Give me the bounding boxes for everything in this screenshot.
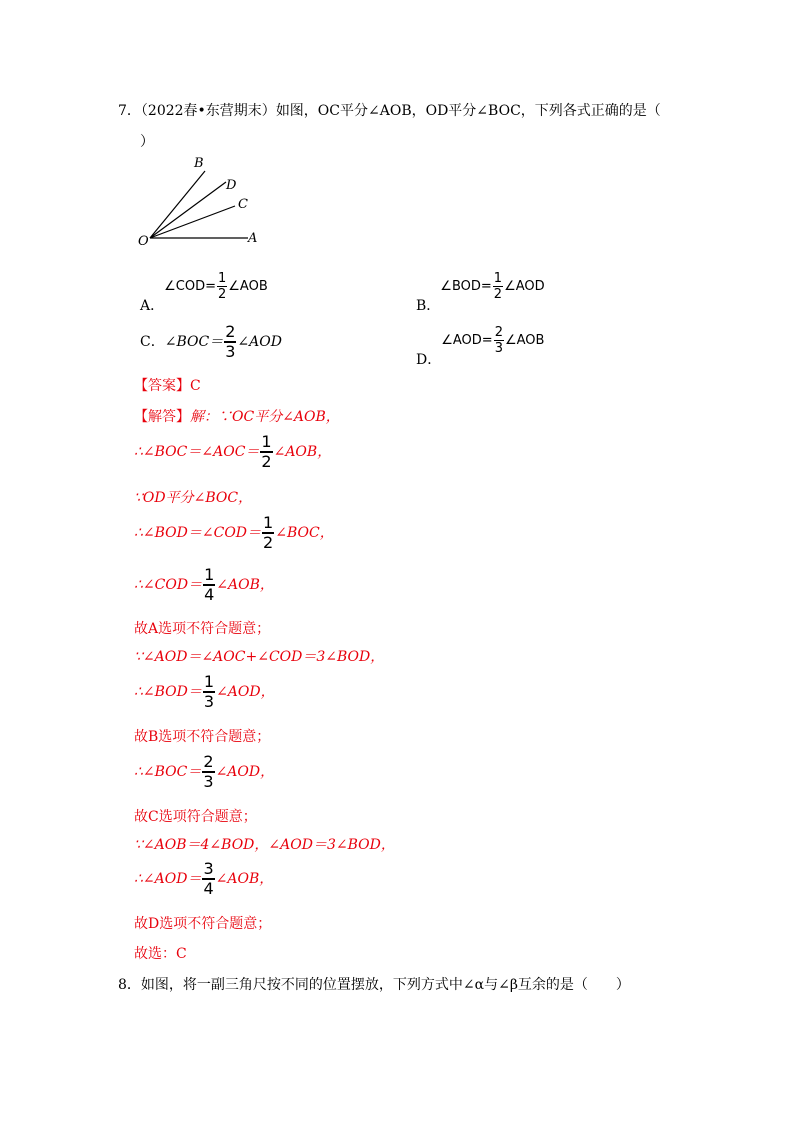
analysis-line-15: 故选：C <box>134 946 187 962</box>
option-b-pre: ∠BOD= <box>440 279 492 294</box>
option-c-post: ∠AOD <box>237 334 282 350</box>
fraction-l5: $\frac{1}{4}$ <box>204 565 215 604</box>
option-a-post: ∠AOB <box>228 279 268 294</box>
q7-stem: 如图，OC平分∠AOB，OD平分∠BOC，下列各式正确的是（ <box>275 103 661 119</box>
analysis-line-11: 故C选项符合题意； <box>134 809 257 825</box>
fraction-l8: $\frac{1}{3}$ <box>203 672 215 711</box>
q7-number: 7． <box>118 103 141 119</box>
answer-line <box>134 375 201 395</box>
label-d: D <box>226 178 237 193</box>
q7-option-d[interactable] <box>416 325 545 368</box>
analysis-line-8: ∴∠BOD＝ $\frac{1}{3}$ ∠AOD， <box>134 672 275 711</box>
option-c-pre: ∠BOC＝ <box>164 334 224 350</box>
q7-stem-line <box>118 100 661 120</box>
analysis-line-2: ∴∠BOC＝∠AOC＝ $\frac{1}{2}$ ∠AOB， <box>134 432 332 471</box>
q8-stem-line <box>118 974 630 994</box>
option-b-post: ∠AOD <box>504 279 545 294</box>
analysis-label: 【解答】 <box>134 409 190 425</box>
analysis-line-6: 故A选项不符合题意； <box>134 621 271 637</box>
answer-value: C <box>190 378 201 394</box>
label-c: C <box>238 197 248 212</box>
option-d-letter: D． <box>416 352 442 368</box>
analysis-line-14: 故D选项不符合题意； <box>134 916 272 932</box>
answer-label: 【答案】 <box>134 378 190 394</box>
q7-source: （2022春•东营期末） <box>140 103 276 119</box>
analysis-line-1: 【解答】解：∵OC平分∠AOB， <box>134 409 340 425</box>
analysis-line-12: ∵∠AOB＝4∠BOD，∠AOD＝3∠BOD， <box>134 837 395 853</box>
q7-option-c[interactable] <box>140 324 282 360</box>
fraction-l2: $\frac{1}{2}$ <box>261 432 272 471</box>
fraction-l10: $\frac{2}{3}$ <box>203 752 214 791</box>
option-a-fraction: $\frac{1}{2}$ <box>218 271 227 302</box>
label-a: A <box>248 231 258 246</box>
analysis-line-7: ∵∠AOD＝∠AOC+∠COD＝3∠BOD， <box>134 649 385 665</box>
option-a-letter: A． <box>140 298 165 314</box>
option-b-fraction: $\frac{1}{2}$ <box>493 271 503 302</box>
fraction-l4: $\frac{1}{2}$ <box>263 513 274 552</box>
q7-option-a[interactable] <box>140 271 268 314</box>
q7-option-b[interactable] <box>416 271 545 314</box>
analysis-line-5: ∴∠COD＝ $\frac{1}{4}$ ∠AOB， <box>134 565 274 604</box>
option-d-pre: ∠AOD= <box>441 333 493 348</box>
analysis-line-3: ∵OD平分∠BOC， <box>134 490 253 506</box>
option-a-pre: ∠COD= <box>164 279 216 294</box>
option-b-letter: B． <box>416 298 441 314</box>
analysis-line-13: ∴∠AOD＝ $\frac{3}{4}$ ∠AOB， <box>134 859 274 898</box>
q8-number: 8． <box>118 977 141 993</box>
option-c-letter: C． <box>140 334 165 350</box>
analysis-line-9: 故B选项不符合题意； <box>134 729 271 745</box>
label-o: O <box>138 234 149 249</box>
analysis-line-10: ∴∠BOC＝ $\frac{2}{3}$ ∠AOD， <box>134 752 275 791</box>
fraction-l13: $\frac{3}{4}$ <box>203 859 214 898</box>
q7-angle-figure <box>130 150 270 250</box>
analysis-line-4: ∴∠BOD＝∠COD＝ $\frac{1}{2}$ ∠BOC， <box>134 513 334 552</box>
label-b: B <box>194 156 204 171</box>
option-c-fraction: $\frac{2}{3}$ <box>225 322 236 361</box>
q7-stem-close: ） <box>140 134 154 150</box>
option-d-post: ∠AOB <box>504 333 545 348</box>
option-d-fraction: $\frac{2}{3}$ <box>494 325 503 356</box>
q8-stem: 如图，将一副三角尺按不同的位置摆放，下列方式中∠α与∠β互余的是（ ） <box>140 977 630 993</box>
ray-od <box>150 182 226 238</box>
